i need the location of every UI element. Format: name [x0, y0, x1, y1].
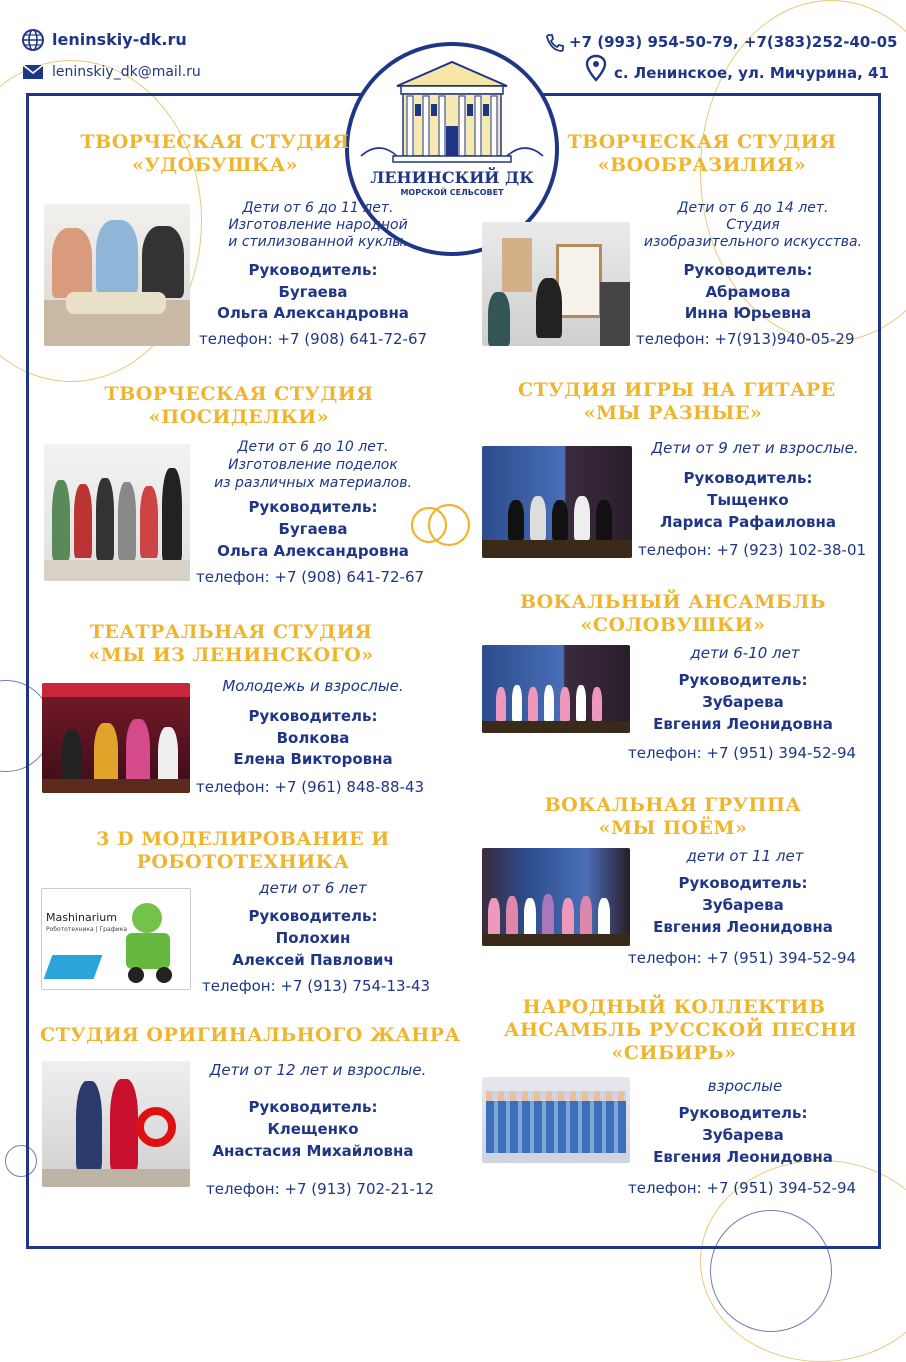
leader-label: Руководитель: [248, 261, 378, 279]
phone-numbers: +7 (993) 954-50-79, +7(383)252-40-05 [569, 33, 898, 51]
section-description: дети 6-10 лет [690, 644, 800, 662]
section-description: взрослые [707, 1077, 783, 1095]
leader-label: Руководитель: [248, 707, 378, 725]
globe-icon [21, 28, 45, 52]
section-title: 3 D МОДЕЛИРОВАНИЕ И [96, 828, 390, 850]
section-title: СТУДИЯ ИГРЫ НА ГИТАРЕ [518, 379, 836, 401]
section-description: дети от 6 лет [259, 879, 367, 897]
photo-solovushki [482, 645, 630, 733]
photo-theatre [42, 683, 190, 793]
leader-name: Елена Викторовна [233, 750, 393, 768]
leader-label: Руководитель: [683, 261, 813, 279]
robot-brand-logo: Mashinarium [46, 911, 117, 924]
leader-name: Лариса Рафаиловна [660, 513, 836, 531]
section-description: из различных материалов. [214, 475, 412, 491]
leader-surname: Тыщенко [707, 491, 789, 509]
section-title: «ПОСИДЕЛКИ» [148, 406, 330, 428]
section-description: Дети от 6 до 11 лет. [242, 200, 394, 216]
section-description: и стилизованной куклы. [228, 234, 408, 250]
phone-icon [545, 33, 565, 53]
photo-robotics [41, 888, 191, 990]
section-title: АНСАМБЛЬ РУССКОЙ ПЕСНИ [504, 1019, 858, 1041]
leader-name: Анастасия Михайловна [212, 1142, 414, 1160]
section-title: «МЫ ПОЁМ» [598, 817, 748, 839]
section-title: НАРОДНЫЙ КОЛЛЕКТИВ [522, 996, 826, 1018]
section-phone[interactable]: телефон: +7 (908) 641-72-67 [199, 330, 428, 348]
leader-label: Руководитель: [678, 1104, 808, 1122]
website-link[interactable]: leninskiy-dk.ru [52, 30, 187, 49]
section-title: ВОКАЛЬНЫЙ АНСАМБЛЬ [520, 591, 826, 613]
address: с. Ленинское, ул. Мичурина, 41 [614, 64, 889, 82]
logo-subtitle: МОРСКОЙ СЕЛЬСОВЕТ [400, 188, 504, 197]
photo-dolls [44, 204, 190, 346]
section-description: Дети от 12 лет и взрослые. [209, 1061, 427, 1079]
section-description: Изготовление поделок [228, 457, 398, 473]
leader-label: Руководитель: [678, 671, 808, 689]
section-description: дети от 11 лет [686, 847, 804, 865]
wave-ornament-icon [359, 136, 545, 166]
leader-surname: Зубарева [702, 693, 784, 711]
leader-surname: Абрамова [705, 283, 791, 301]
leader-surname: Волкова [276, 729, 350, 747]
leader-name: Ольга Александровна [217, 304, 409, 322]
section-title: «МЫ ИЗ ЛЕНИНСКОГО» [88, 644, 374, 666]
section-description: Молодежь и взрослые. [222, 677, 404, 695]
leader-name: Евгения Леонидовна [653, 715, 833, 733]
section-phone[interactable]: телефон: +7 (951) 394-52-94 [628, 949, 857, 967]
leader-surname: Полохин [275, 929, 351, 947]
section-title: ВОКАЛЬНАЯ ГРУППА [544, 794, 802, 816]
leader-name: Ольга Александровна [217, 542, 409, 560]
section-description: Студия [726, 217, 780, 233]
leader-surname: Зубарева [702, 896, 784, 914]
section-phone[interactable]: телефон: +7 (961) 848-88-43 [196, 778, 425, 796]
section-title: ТВОРЧЕСКАЯ СТУДИЯ [567, 131, 837, 153]
section-title: ТВОРЧЕСКАЯ СТУДИЯ [80, 131, 350, 153]
logo-title: ЛЕНИНСКИЙ ДК [370, 168, 534, 187]
section-title: СТУДИЯ ОРИГИНАЛЬНОГО ЖАНРА [40, 1024, 461, 1046]
section-title: ТЕАТРАЛЬНАЯ СТУДИЯ [89, 621, 373, 643]
section-phone[interactable]: телефон: +7 (951) 394-52-94 [628, 744, 857, 762]
section-phone[interactable]: телефон: +7 (908) 641-72-67 [196, 568, 425, 586]
section-title: ТВОРЧЕСКАЯ СТУДИЯ [104, 383, 374, 405]
section-phone[interactable]: телефон: +7 (951) 394-52-94 [628, 1179, 857, 1197]
section-title: «МЫ РАЗНЫЕ» [583, 402, 763, 424]
section-phone[interactable]: телефон: +7 (913) 754-13-43 [202, 977, 431, 995]
section-description: Изготовление народной [228, 217, 408, 233]
leader-name: Евгения Леонидовна [653, 1148, 833, 1166]
section-description: Дети от 9 лет и взрослые. [651, 439, 859, 457]
leader-label: Руководитель: [248, 907, 378, 925]
leader-name: Инна Юрьевна [684, 304, 812, 322]
photo-my-poem [482, 848, 630, 946]
section-title: «УДОБУШКА» [131, 154, 299, 176]
leader-label: Руководитель: [683, 469, 813, 487]
section-description: изобразительного искусства. [643, 234, 863, 250]
leader-label: Руководитель: [248, 498, 378, 516]
leader-label: Руководитель: [678, 874, 808, 892]
section-phone[interactable]: телефон: +7(913)940-05-29 [636, 330, 855, 348]
leader-surname: Клещенко [267, 1120, 359, 1138]
photo-sibir [482, 1077, 630, 1163]
section-title: «ВООБРАЗИЛИЯ» [597, 154, 807, 176]
robot-brand-tagline: Робототехника | Графика [46, 926, 127, 933]
leader-surname: Бугаева [278, 283, 348, 301]
leader-surname: Зубарева [702, 1126, 784, 1144]
section-description: Дети от 6 до 10 лет. [237, 439, 389, 455]
leader-surname: Бугаева [278, 520, 348, 538]
section-title: РОБОТОТЕХНИКА [136, 851, 350, 873]
section-phone[interactable]: телефон: +7 (923) 102-38-01 [638, 541, 867, 559]
email-icon [22, 64, 44, 80]
leader-label: Руководитель: [248, 1098, 378, 1116]
photo-crafts [44, 444, 190, 581]
location-pin-icon [585, 54, 607, 82]
section-title: «СИБИРЬ» [611, 1042, 737, 1064]
email-link[interactable]: leninskiy_dk@mail.ru [52, 64, 201, 80]
section-description: Дети от 6 до 14 лет. [677, 200, 829, 216]
leader-name: Евгения Леонидовна [653, 918, 833, 936]
leader-name: Алексей Павлович [232, 951, 394, 969]
photo-original-genre [42, 1061, 190, 1187]
photo-guitar [482, 446, 632, 558]
photo-art-studio [482, 222, 630, 346]
section-phone[interactable]: телефон: +7 (913) 702-21-12 [206, 1180, 435, 1198]
section-title: «СОЛОВУШКИ» [580, 614, 766, 636]
